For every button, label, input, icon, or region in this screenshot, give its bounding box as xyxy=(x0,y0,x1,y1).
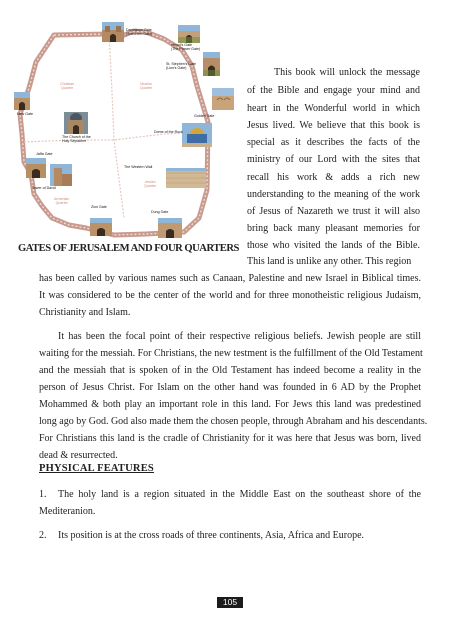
map-graphic xyxy=(14,22,242,246)
damascus-gate-photo xyxy=(102,22,124,42)
list-item-line: The holy land is a region situated in the Middle East on the southeast shore of the xyxy=(58,489,421,500)
figure-caption: GATES OF JERUSALEM AND FOUR QUARTERS xyxy=(18,243,239,254)
list-number: 2. xyxy=(39,530,47,541)
jerusalem-gates-map xyxy=(14,22,242,246)
label-muslim-quarter: Muslim Quarter xyxy=(140,82,153,91)
intro-line: This land is unlike any other. This region xyxy=(247,256,412,267)
paragraph-line: It has been the focal point of their respective religious beliefs. Jewish people are still xyxy=(58,331,421,342)
label-golden-gate: Golden Gate xyxy=(194,114,215,118)
intro-line: special as it describes the facts of the xyxy=(247,137,420,148)
intro-line: of Jesus of Nazareth we trust it will also xyxy=(247,206,420,217)
paragraph-line: has been called by various names such as Canaan, Palestine and new Israel in Biblical times. xyxy=(39,273,421,284)
section-heading: PHYSICAL FEATURES xyxy=(39,463,154,474)
jaffa-gate-photo xyxy=(26,158,46,178)
label-christian-quarter: Christian Quarter xyxy=(60,82,75,91)
st-stephens-gate-photo xyxy=(203,52,220,76)
label-new-gate: New Gate xyxy=(17,112,33,116)
label-st-stephens-gate: St. Stephen's Gate (Lion's Gate) xyxy=(166,62,197,71)
label-zion-gate: Zion Gate xyxy=(91,205,107,209)
paragraph-line: and the messiah that is spoken of in the Old Testament has indeed become a reality in the xyxy=(39,365,421,376)
label-herods-gate: Herod's Gate (The Flower Gate) xyxy=(171,43,201,52)
label-dung-gate: Dung Gate xyxy=(151,210,169,214)
herods-gate-photo xyxy=(178,25,200,43)
intro-line: of the Bible and engage your mind and xyxy=(247,85,420,96)
dung-gate-photo xyxy=(158,218,182,238)
intro-line: heart in the Wonderful world in which xyxy=(247,103,420,114)
paragraph-line: It was considered to be the center of the world and for three monotheistic religious Judaism, xyxy=(39,290,421,301)
label-holy-sepulchre: The Church of the Holy Sepulchre xyxy=(62,135,91,144)
holy-sepulchre-photo xyxy=(64,112,88,134)
intro-line: This book will unlock the message xyxy=(274,67,420,78)
golden-gate-photo xyxy=(212,88,234,110)
intro-line: ministry of our Lord with the sites that xyxy=(247,154,420,165)
western-wall-photo xyxy=(166,168,206,188)
paragraph-line: long ago by God. God also made them the chosen people, through Abraham and his descendants. xyxy=(39,416,428,427)
new-gate-photo xyxy=(14,92,30,110)
list-item-line: Mediteranion. xyxy=(39,506,96,517)
label-tower-of-david: Tower of David xyxy=(32,186,56,190)
label-damascus-gate: Damascus Gate (Shechem Gate) xyxy=(126,28,153,37)
paragraph-line: waiting for the messiah. For Christians, the new testment is the fulfillment of the Old Testament xyxy=(39,348,423,359)
quarter-divider xyxy=(109,34,124,218)
dome-of-the-rock-photo xyxy=(182,123,212,147)
paragraph-line: dead & resurrected. xyxy=(39,450,118,461)
paragraph-line: For Christians this land is the cradle of Christianity for it was here that Jesus was born, lived xyxy=(39,433,421,444)
label-jewish-quarter: Jewish Quarter xyxy=(144,180,157,189)
tower-of-david-photo xyxy=(50,164,72,186)
label-jaffa-gate: Jaffa Gate xyxy=(36,152,53,156)
label-western-wall: The Western Wall xyxy=(124,165,153,169)
list-number: 1. xyxy=(39,489,47,500)
label-dome-of-the-rock: Dome of the Rock xyxy=(154,130,183,134)
list-item-line: Its position is at the cross roads of three continents, Asia, Africa and Europe. xyxy=(58,530,365,541)
intro-line: understanding to the meaning of the work xyxy=(247,189,420,200)
zion-gate-photo xyxy=(90,218,112,236)
intro-line: recall his work & adds a rich new xyxy=(247,172,420,183)
intro-line: bring back many pleasant memories for xyxy=(247,223,420,234)
paragraph-line: Christianity and Islam. xyxy=(39,307,131,318)
label-armenian-quarter: Armenian Quarter xyxy=(54,197,70,206)
page-number: 105 xyxy=(217,597,243,608)
paragraph-line: Mohammed & both play an important role in this land. For Jews this land was predestined xyxy=(39,399,421,410)
intro-line: those who visited the lands of the Bible. xyxy=(247,240,420,251)
paragraph-line: person of Jesus Christ. For Islam on the other hand was founded in 6 AD by the Prophet xyxy=(39,382,421,393)
intro-line: Jesus lived. We believe that this book is xyxy=(247,120,420,131)
